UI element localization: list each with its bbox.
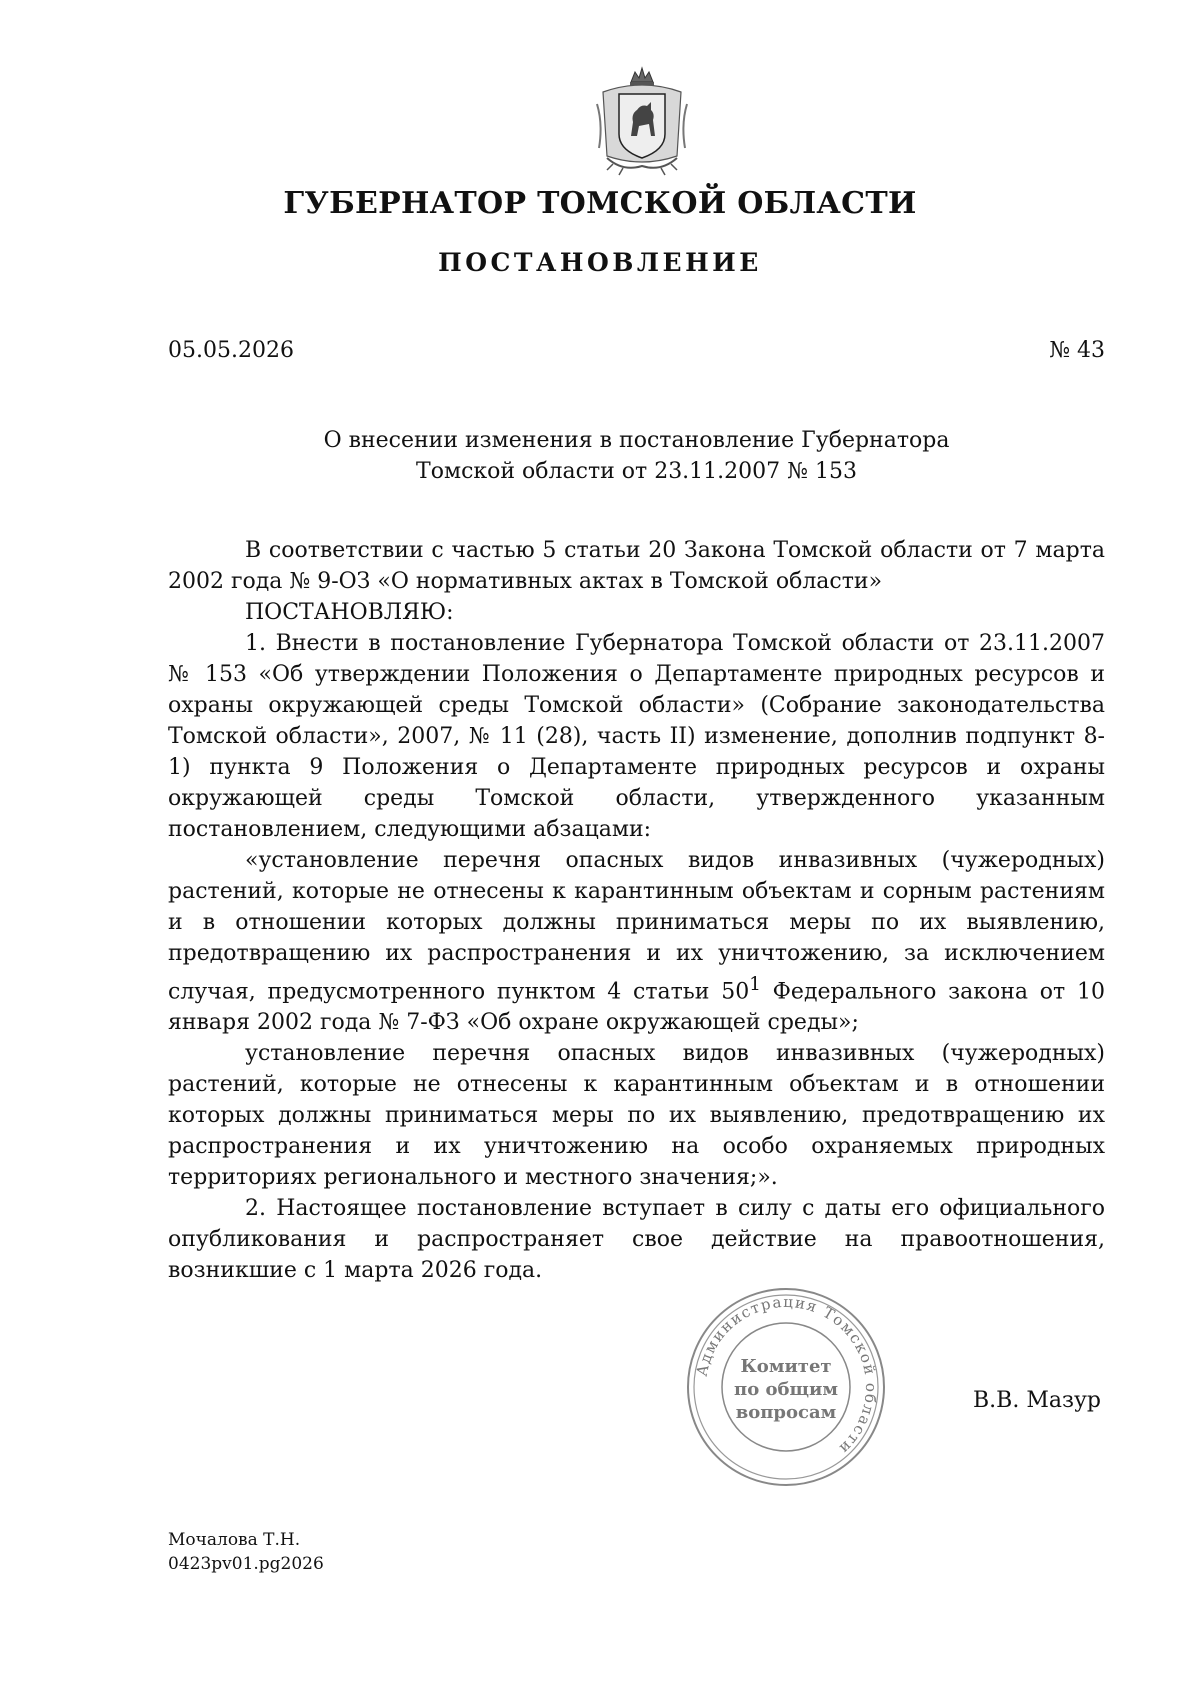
document-body (168, 535, 1105, 1286)
document-footer (168, 1528, 324, 1576)
official-stamp (684, 1285, 889, 1490)
quote-1-superscript: 1 (749, 974, 761, 995)
executor-name: Мочалова Т.Н. (168, 1530, 301, 1550)
quote-1-start: «установление перечня опасных видов инвазивных (чужеродных) растений, которые не отнесены к карантинным объектам и сорным растениям и в отношении которых должны приниматься меры по их выявлению, предотвращению их распространения и их уничтожению, за исключением случая, предусмотренного пунктом 4 статьи 50 (168, 848, 1105, 1005)
quote-1-paragraph (168, 845, 1105, 1038)
stamp-center-line-3: вопросам (735, 1402, 837, 1423)
document-subject (168, 425, 1105, 487)
quote-1-end: Федерального закона от 10 января 2002 года № 7-ФЗ «Об охране окружающей среды»; (168, 979, 1105, 1036)
decree-word: ПОСТАНОВЛЯЮ: (245, 600, 454, 625)
issuing-authority-heading: ГУБЕРНАТОР ТОМСКОЙ ОБЛАСТИ (283, 186, 917, 221)
document-date: 05.05.2026 (168, 338, 294, 363)
stamp-center-line-2: по общим (734, 1379, 838, 1400)
subject-line-1: О внесении изменения в постановление Губернатора (323, 428, 950, 453)
coat-of-arms-emblem (583, 64, 701, 178)
document-number: № 43 (1049, 338, 1105, 363)
quote-2-paragraph: установление перечня опасных видов инвазивных (чужеродных) растений, которые не отнесены к карантинным объектам и в отношении которых должны приниматься меры по их выявлению, предотвращению их распространения и их уничтожению на особо охраняемых природных территориях регионального и местного значения;». (168, 1041, 1105, 1191)
stamp-ring-text: Администрация Томской области (692, 1292, 881, 1459)
signer-name: В.В. Мазур (973, 1388, 1101, 1413)
stamp-center-line-1: Комитет (740, 1356, 832, 1377)
item-1-paragraph: 1. Внести в постановление Губернатора Томской области от 23.11.2007 № 153 «Об утверждении Положения о Департаменте природных ресурсов и охраны окружающей среды Томской области» (Собрание законодательства Томской области», 2007, № 11 (28), часть II) изменение, дополнив подпункт 8-1) пункта 9 Положения о Департаменте природных ресурсов и охраны окружающей среды Томской области, утвержденного указанным постановлением, следующими абзацами: (168, 631, 1105, 842)
document-type-heading: ПОСТАНОВЛЕНИЕ (438, 248, 762, 277)
subject-line-2: Томской области от 23.11.2007 № 153 (416, 459, 857, 484)
preamble-paragraph: В соответствии с частью 5 статьи 20 Закона Томской области от 7 марта 2002 года № 9-ОЗ «О нормативных актах в Томской области» (168, 538, 1105, 594)
item-2-paragraph: 2. Настоящее постановление вступает в силу с даты его официального опубликования и распространяет свое действие на правоотношения, возникшие с 1 марта 2026 года. (168, 1196, 1105, 1284)
file-code: 0423pv01.pg2026 (168, 1554, 324, 1574)
